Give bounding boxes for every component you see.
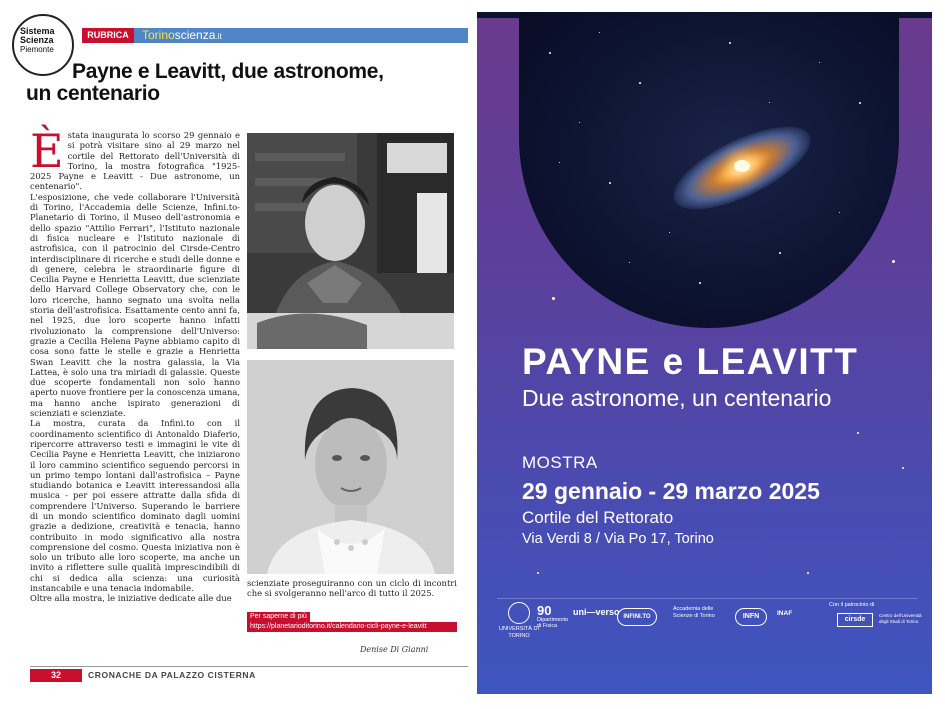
magazine-page: [0, 0, 470, 709]
article-continuation: scienziate proseguiranno con un ciclo di incontri che si svolgeranno nell'arco di tutto il 2025.: [247, 578, 457, 599]
article-paragraph-1: stata inaugurata lo scorso 29 gennaio e si potrà visitare sino al 29 marzo nel cortile del Rettorato dell'Università di Torino, la mostra fotografica "1925-2025 Payne e Leavitt - Due astronome, un centenario".: [30, 130, 240, 192]
title-line2: un centenario: [26, 82, 160, 105]
infinito-logo: INFINI.TO: [617, 608, 657, 626]
logo-line2: Scienza: [20, 35, 54, 45]
article-column: [30, 124, 241, 604]
poster-title: PAYNE e LEAVITT: [522, 341, 859, 382]
article-author: Denise Di Gianni: [360, 645, 429, 654]
brand-part2: scienza: [174, 28, 216, 42]
unito-seal-icon: [508, 602, 530, 624]
inaf-logo: INAF: [777, 610, 793, 617]
photo-henrietta-leavitt: [247, 360, 454, 574]
unito-logo-text: UNIVERSITÀ DI TORINO: [498, 626, 540, 639]
publication-footer: CRONACHE DA PALAZZO CISTERNA: [88, 670, 256, 680]
exhibition-poster: [477, 12, 932, 694]
poster-dates: 29 gennaio - 29 marzo 2025: [522, 478, 820, 504]
drop-cap: È: [30, 124, 64, 178]
article-title: [26, 61, 426, 105]
fisica-logo-text: Dipartimento di Fisica: [537, 617, 569, 629]
universo-logo: uni—verso: [573, 607, 620, 617]
logos-divider: [497, 598, 917, 599]
article-paragraph-3: La mostra, curata da Infini.to con il coordinamento scientifico di Antonaldo Diaferio, ripercorre attraverso testi e immagini le vite di Cecilia Payne e Henrietta Leavitt, che iniziarono il loro cammino scientifico seguendo percorsi in un primo tempo lontani dall'astrofisica – Payne studiando botanica e Leavitt interessandosi alla musica - per poi essere attratte dalla sfida di comprendere l'Universo. Superando le barriere di un mondo scientifico dominato dagli uomini grazie a dedizione, creatività e tenacia, hanno contribuito in modo significativo alla nostra comprensione del cosmo. Questa iniziativa non è solo un tributo alle loro scoperte, ma anche un invito a riflettere sulle qualità imprescindibili di chi si dedica alla scienza: una curiosità instancabile e una tenacia indomabile.: [30, 418, 240, 594]
title-line1: Payne e Leavitt, due astronome,: [72, 60, 384, 83]
poster-label-mostra: MOSTRA: [522, 453, 598, 472]
logo-line1: Sistema: [20, 26, 55, 36]
torinoscienza-brand: [142, 28, 222, 43]
logo-line3: Piemonte: [20, 45, 54, 54]
fisica-logo: [537, 604, 569, 629]
patrocinio-label: Con il patrocinio di: [829, 602, 875, 608]
infn-logo: INFN: [735, 608, 767, 626]
article-paragraph-4: Oltre alla mostra, le iniziative dedicate alle due: [30, 593, 232, 604]
article-paragraph-2: L'esposizione, che vede collaborare l'Università di Torino, l'Accademia delle Scienze, Infini.to-Planetario di Torino, il Museo dell'astronomia e dello spazio "Attilio Ferrari", l'Istituto nazionale di fisica nucleare e l'Istituto nazionale di astrofisica, con il patrocinio del Cirsde-Centro interdisciplinare di ricerche e studi delle donne e di genere, celebra le straordinarie figure di Cecilia Payne e Henrietta Leavitt, due scienziate dello Harvard College Observatory che, con le loro ricerche, hanno segnato una svolta nella storia dell'astrofisica. Esattamente cento anni fa, nel 1925, due loro scoperte hanno infatti rivoluzionato la comprensione dell'Universo: grazie a Cecilia Helena Payne abbiamo capito di cosa sono fatte le stelle e grazie a Henrietta Swan Leavitt che la nostra galassia, la Via Lattea, è solo una tra miriadi di galassie. Queste due scoperte fondamentali non solo hanno aperto nuove frontiere per la conoscenza umana, ma hanno anche ispirato generazioni di scienziati e scienziate.: [30, 191, 241, 419]
poster-venue: Cortile del Rettorato: [522, 508, 674, 527]
cirsde-subtitle: Centro dell'Università degli Studi di Torino: [879, 613, 922, 624]
leavitt-portrait-svg: [247, 360, 454, 574]
brand-part1: Torino: [142, 28, 175, 42]
more-info-label: Per saperne di più: [247, 612, 310, 622]
photo-cecilia-payne: [247, 133, 454, 349]
payne-portrait-svg: [247, 133, 454, 349]
brand-part3: .it: [215, 32, 222, 41]
cirsde-logo: cirsde: [837, 613, 873, 627]
rubrica-tag: RUBRICA: [82, 28, 134, 43]
galaxy-core: [734, 160, 750, 172]
rubrica-bar: [82, 28, 468, 43]
unito-logo: [495, 602, 543, 639]
poster-address: Via Verdi 8 / Via Po 17, Torino: [522, 531, 714, 547]
fisica-logo-number: 90: [537, 603, 552, 618]
more-info-link[interactable]: https://planetarioditorino.it/calendario-cicli-payne-e-leavitt: [247, 622, 457, 632]
poster-subtitle: Due astronome, un centenario: [522, 385, 832, 411]
logo-text: [20, 27, 55, 54]
page-number: 32: [30, 669, 82, 682]
footer-divider: [30, 666, 468, 667]
accademia-logo: Accademia delle Scienze di Torino: [673, 606, 715, 619]
